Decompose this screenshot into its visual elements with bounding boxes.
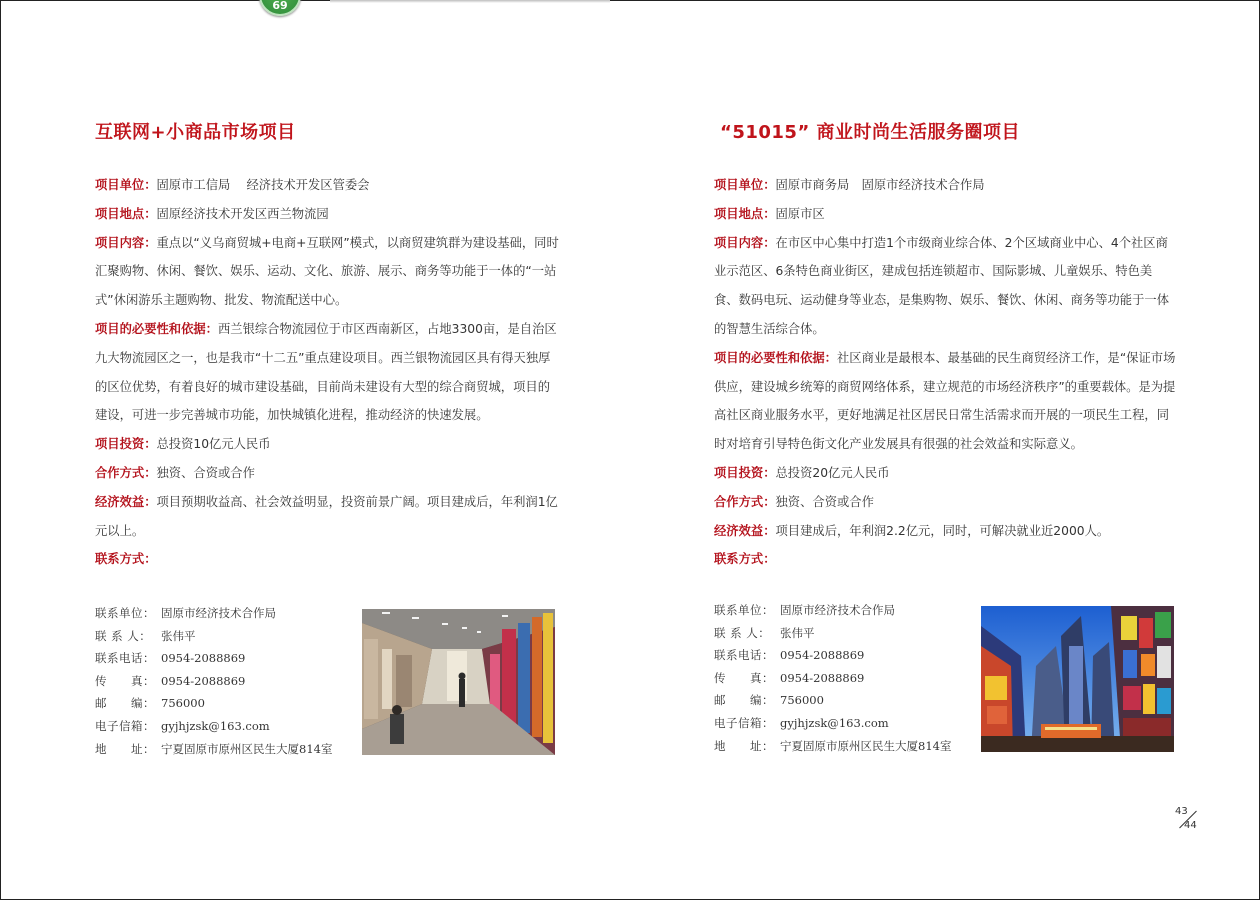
field-content bbox=[714, 229, 1176, 344]
field-contact bbox=[95, 545, 560, 574]
contact-value: 0954-2088869 bbox=[161, 651, 246, 666]
field-necessity bbox=[95, 315, 560, 430]
contact-row bbox=[95, 602, 360, 625]
contact-row bbox=[95, 670, 360, 693]
field-cooperation bbox=[714, 488, 1176, 517]
contact-key: 传 真： bbox=[95, 673, 155, 688]
contact-key: 联 系 人： bbox=[714, 625, 771, 640]
right-project-fields bbox=[714, 171, 1176, 574]
contact-key: 邮 编： bbox=[714, 693, 774, 708]
field-unit bbox=[95, 171, 560, 200]
field-text: 独资、合资或合作 bbox=[775, 494, 874, 509]
field-label: 项目内容： bbox=[714, 235, 776, 250]
contact-row bbox=[714, 667, 979, 690]
field-investment bbox=[95, 430, 560, 459]
right-contact-block bbox=[714, 599, 979, 757]
field-unit bbox=[714, 171, 1176, 200]
field-text: 独资、合资或合作 bbox=[156, 465, 255, 480]
field-label: 项目地点： bbox=[95, 206, 157, 221]
page-number-left: 43 bbox=[1175, 806, 1188, 817]
contact-value: 张伟平 bbox=[780, 625, 815, 640]
market-photo bbox=[362, 609, 555, 755]
contact-value: 宁夏固原市原州区民生大厦814室 bbox=[161, 741, 333, 756]
contact-row bbox=[714, 735, 979, 758]
contact-value: 756000 bbox=[161, 696, 205, 711]
contact-row bbox=[95, 738, 360, 761]
contact-value: 0954-2088869 bbox=[780, 670, 865, 685]
field-label: 联系方式： bbox=[95, 552, 157, 567]
field-label: 项目内容： bbox=[95, 235, 157, 250]
contact-key: 联系电话： bbox=[714, 648, 774, 663]
contact-key: 联系单位： bbox=[95, 606, 155, 620]
field-necessity bbox=[714, 344, 1176, 459]
field-label: 合作方式： bbox=[714, 494, 776, 509]
field-text: 固原市区 bbox=[775, 206, 825, 221]
left-contact-block bbox=[95, 602, 360, 760]
field-label: 项目投资： bbox=[95, 437, 157, 452]
contact-row bbox=[714, 599, 979, 622]
field-text: 固原经济技术开发区西兰物流园 bbox=[156, 206, 329, 221]
contact-value: 固原市经济技术合作局 bbox=[161, 606, 276, 620]
contact-key: 联系电话： bbox=[95, 651, 155, 666]
badge-number: 69 bbox=[272, 0, 288, 12]
contact-key: 联 系 人： bbox=[95, 628, 152, 643]
field-label: 经济效益： bbox=[95, 494, 157, 509]
contact-value: 宁夏固原市原州区民生大厦814室 bbox=[780, 738, 952, 753]
contact-key: 邮 编： bbox=[95, 696, 155, 711]
field-benefit bbox=[714, 517, 1176, 546]
page-number-right: 44 bbox=[1184, 820, 1197, 831]
contact-key: 电子信箱： bbox=[95, 718, 155, 733]
contact-value: 0954-2088869 bbox=[780, 648, 865, 663]
field-text: 在市区中心集中打造1个市级商业综合体、2个区域商业中心、4个社区商业示范区、6条特色商业街区，建成包括连锁超市、国际影城、儿童娱乐、特色美食、数码电玩、运动健身等业态，是集购物、娱乐、餐饮、休闲、商务等功能于一体的智慧生活综合体。 bbox=[714, 235, 1169, 336]
page-numbers bbox=[1172, 806, 1202, 834]
contact-key: 电子信箱： bbox=[714, 715, 774, 730]
field-benefit bbox=[95, 488, 560, 546]
field-investment bbox=[714, 459, 1176, 488]
field-label: 项目单位： bbox=[714, 178, 776, 192]
contact-row bbox=[95, 715, 360, 738]
field-label: 联系方式： bbox=[714, 552, 776, 567]
field-location bbox=[714, 200, 1176, 229]
field-label: 项目的必要性和依据： bbox=[95, 321, 218, 336]
contact-row bbox=[714, 712, 979, 735]
contact-value: gyjhjzsk@163.com bbox=[161, 718, 270, 733]
field-text: 社区商业是最根本、最基础的民生商贸经济工作，是“保证市场供应，建设城乡统筹的商贸网络体系，建立规范的市场经济秩序”的重要载体。是为提高社区商业服务水平，更好地满足社区居民日常生活需求而开展的一项民生工程，同时对培育引导特色街文化产业发展具有很强的社会效益和实际意义。 bbox=[714, 350, 1176, 452]
city-photo bbox=[981, 606, 1174, 752]
field-label: 项目地点： bbox=[714, 206, 776, 221]
left-project-fields bbox=[95, 171, 560, 574]
field-label: 经济效益： bbox=[714, 523, 776, 538]
contact-value: 张伟平 bbox=[161, 628, 196, 643]
left-project-title: 互联网+小商品市场项目 bbox=[95, 122, 296, 143]
field-text: 总投资10亿元人民币 bbox=[156, 437, 271, 452]
field-label: 项目单位： bbox=[95, 178, 157, 192]
field-content bbox=[95, 229, 560, 315]
contact-row bbox=[95, 692, 360, 715]
contact-row bbox=[714, 689, 979, 712]
contact-row bbox=[95, 625, 360, 648]
contact-key: 地 址： bbox=[95, 741, 155, 756]
field-text: 项目建成后，年利润2.2亿元，同时，可解决就业近2000人。 bbox=[775, 523, 1110, 538]
contact-value: 0954-2088869 bbox=[161, 673, 246, 688]
field-text: 固原市商务局 固原市经济技术合作局 bbox=[775, 178, 985, 192]
field-text: 重点以“义乌商贸城+电商+互联网”模式，以商贸建筑群为建设基础，同时汇聚购物、休闲、餐饮、娱乐、运动、文化、旅游、展示、商务等功能于一体的“一站式”休闲游乐主题购物、批发、物流配送中心。 bbox=[95, 235, 559, 308]
field-label: 合作方式： bbox=[95, 465, 157, 480]
contact-key: 传 真： bbox=[714, 670, 774, 685]
contact-row bbox=[95, 647, 360, 670]
field-contact bbox=[714, 545, 1176, 574]
contact-value: 756000 bbox=[780, 693, 824, 708]
contact-value: 固原市经济技术合作局 bbox=[780, 603, 895, 617]
field-text: 固原市工信局 经济技术开发区管委会 bbox=[156, 178, 370, 192]
field-text: 西兰银综合物流园位于市区西南新区，占地3300亩，是自治区九大物流园区之一，也是我市“十二五”重点建设项目。西兰银物流园区具有得天独厚的区位优势，有着良好的城市建设基础，目前尚未建设有大型的综合商贸城，项目的建设，可进一步完善城市功能，加快城镇化进程，推动经济的快速发展。 bbox=[95, 321, 557, 423]
field-location bbox=[95, 200, 560, 229]
field-text: 项目预期收益高、社会效益明显，投资前景广阔。项目建成后，年利润1亿元以上。 bbox=[95, 494, 558, 538]
contact-row bbox=[714, 622, 979, 645]
contact-value: gyjhjzsk@163.com bbox=[780, 715, 889, 730]
contact-key: 地 址： bbox=[714, 738, 774, 753]
field-label: 项目的必要性和依据： bbox=[714, 350, 837, 365]
top-shadow bbox=[330, 0, 610, 3]
right-project-title: “51015” 商业时尚生活服务圈项目 bbox=[720, 122, 1021, 143]
field-label: 项目投资： bbox=[714, 465, 776, 480]
contact-row bbox=[714, 644, 979, 667]
field-cooperation bbox=[95, 459, 560, 488]
field-text: 总投资20亿元人民币 bbox=[775, 465, 890, 480]
contact-key: 联系单位： bbox=[714, 603, 774, 617]
